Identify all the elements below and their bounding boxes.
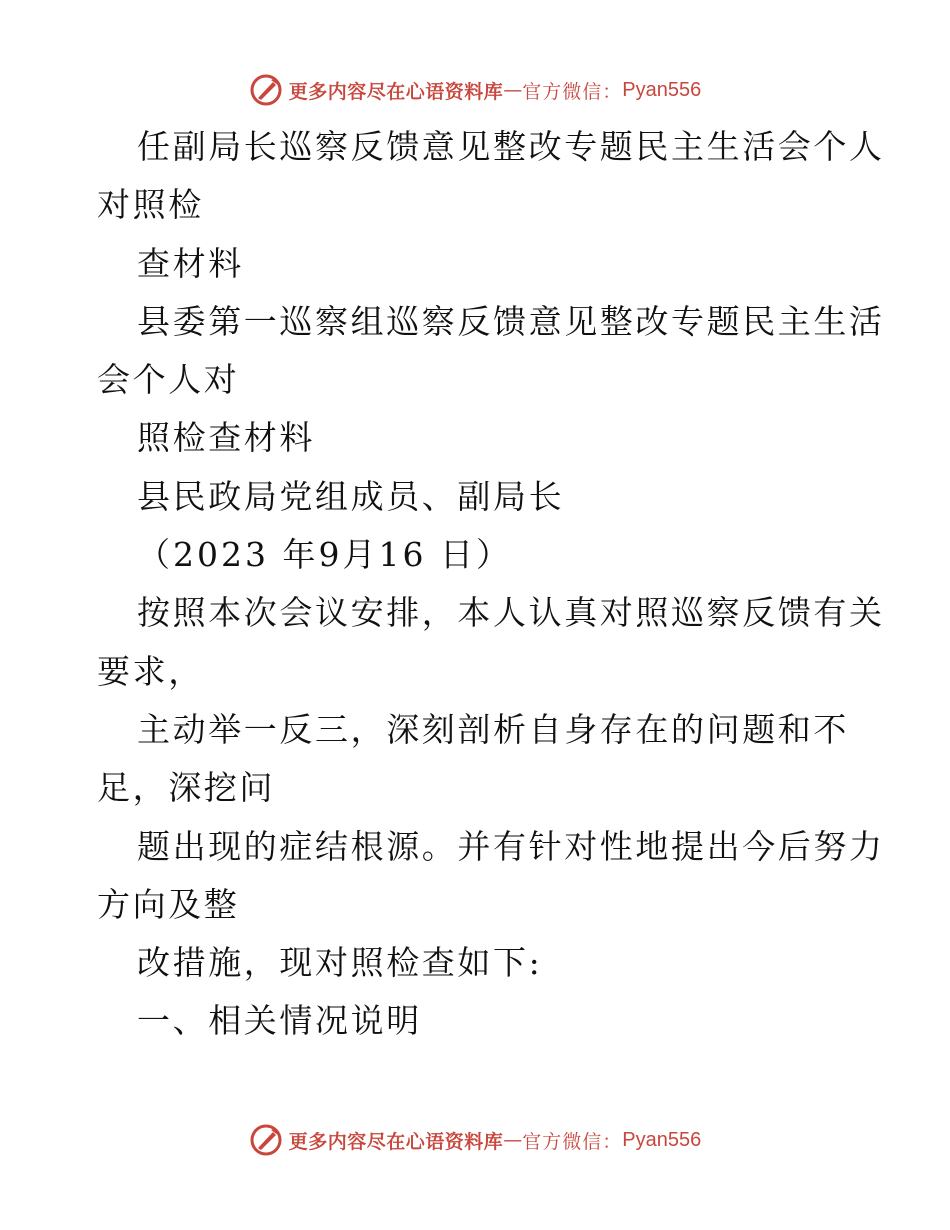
- text-line: 对照检: [97, 185, 204, 225]
- watermark-wechat-label: 官方微信：: [522, 80, 623, 103]
- watermark-wechat-id: Pyan556: [622, 1128, 702, 1151]
- text-line: 题出现的症结根源。并有针对性地提出今后努力: [137, 826, 885, 866]
- text-line: 足，深挖问: [97, 768, 275, 808]
- header-watermark: [0, 70, 950, 110]
- text-line: 县民政局党组成员、副局长: [137, 476, 565, 516]
- text-line: 主动举一反三，深刻剖析自身存在的问题和不: [137, 709, 849, 749]
- text-line: 要求，: [97, 651, 204, 691]
- document-body: [97, 118, 885, 1051]
- watermark-wechat-label: 官方微信：: [522, 1130, 623, 1153]
- watermark-site-text: 更多内容尽在心语资料库: [288, 1130, 504, 1153]
- watermark-wechat-id: Pyan556: [622, 78, 702, 101]
- watermark-separator: —: [503, 1129, 523, 1151]
- text-line: 方向及整: [97, 884, 240, 924]
- watermark-separator: —: [503, 79, 523, 101]
- text-line: 查材料: [137, 243, 244, 283]
- watermark-site-text: 更多内容尽在心语资料库: [288, 80, 504, 103]
- quill-logo-icon: [249, 1123, 283, 1157]
- text-line: 改措施，现对照检查如下:: [137, 943, 543, 983]
- footer-watermark: [0, 1120, 950, 1160]
- text-line: 会个人对: [97, 360, 240, 400]
- section-heading: 一、相关情况说明: [137, 1001, 422, 1041]
- text-line: 照检查材料: [137, 418, 315, 458]
- text-line: 县委第一巡察组巡察反馈意见整改专题民主生活: [137, 301, 885, 341]
- text-line: 按照本次会议安排，本人认真对照巡察反馈有关: [137, 593, 885, 633]
- text-line: 任副局长巡察反馈意见整改专题民主生活会个人: [137, 127, 885, 166]
- quill-logo-icon: [249, 73, 283, 107]
- date-line: （2023 年9月16 日）: [137, 535, 512, 575]
